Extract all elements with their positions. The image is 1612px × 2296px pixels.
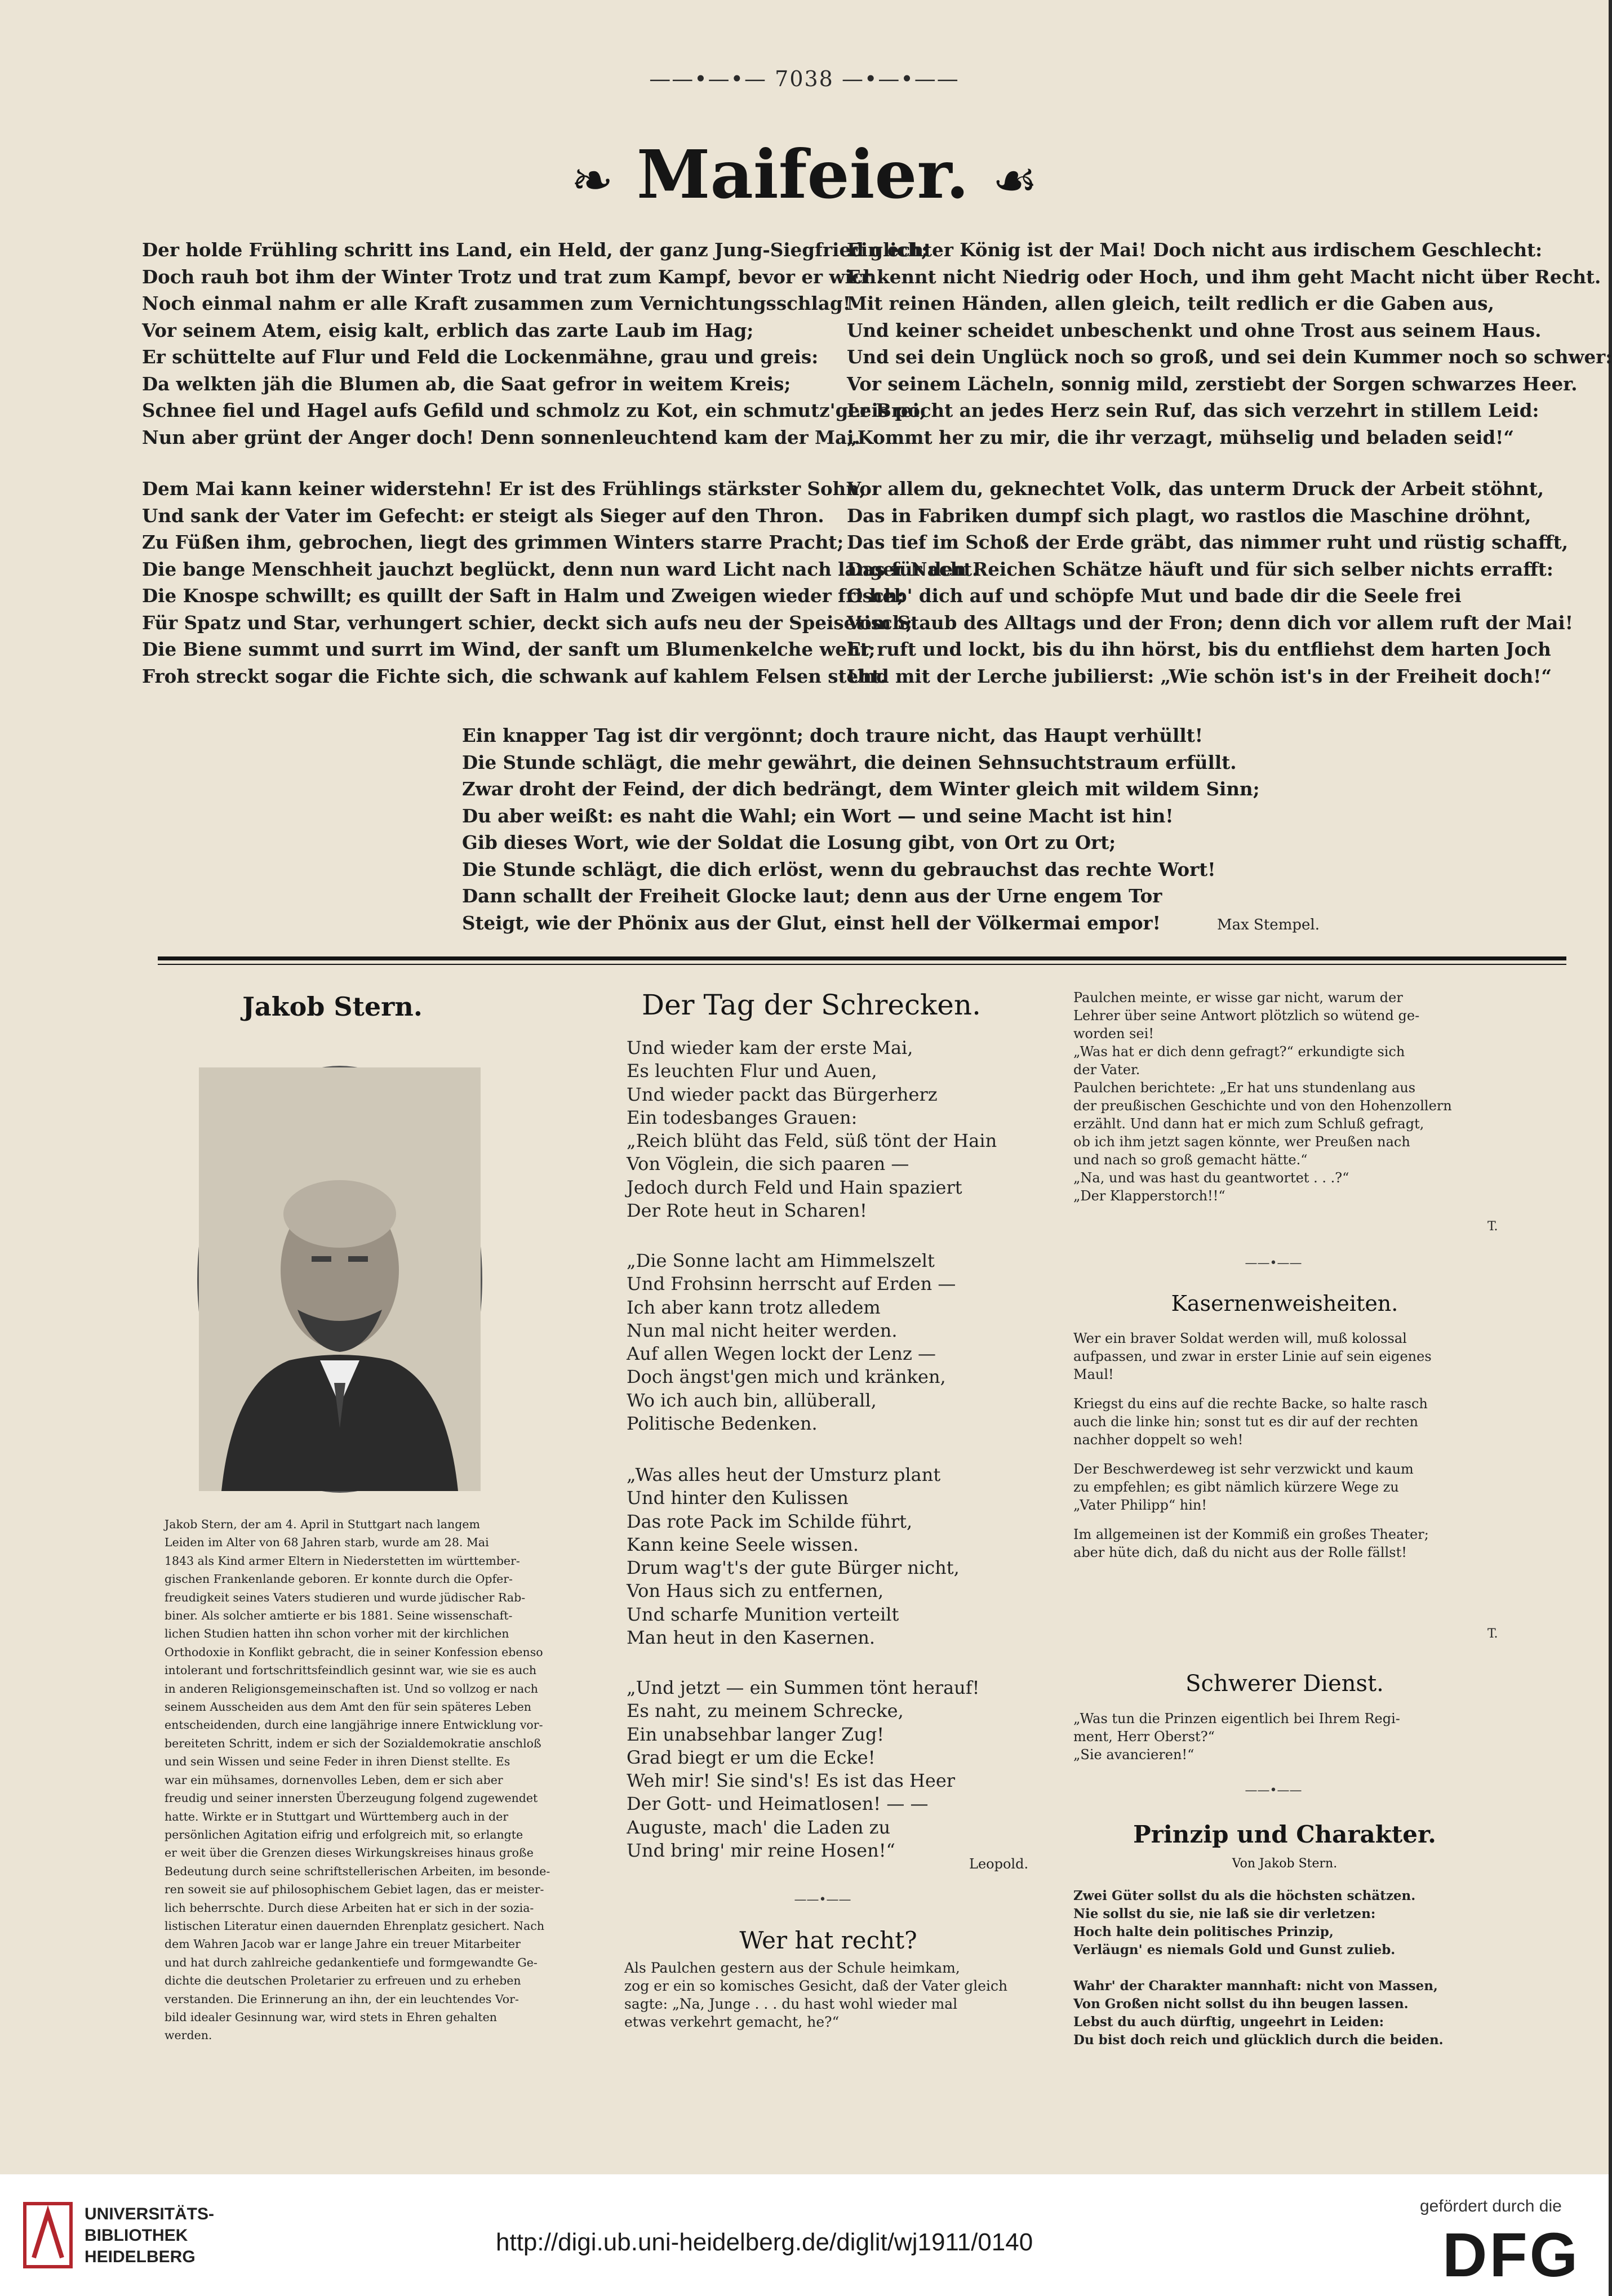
text-line: Kriegst du eins auf die rechte Backe, so halte rasch (1073, 1396, 1428, 1412)
poem-line: Weh mir! Sie sind's! Es ist das Heer (627, 1770, 956, 1792)
verse-line: Das für den Reichen Schätze häuft und für sich selber nichts errafft: (847, 558, 1553, 580)
text-line: Lehrer über seine Antwort plötzlich so wütend ge- (1073, 1008, 1420, 1024)
verse-line: Vor seinem Atem, eisig kalt, erblich das zarte Laub im Hag; (142, 319, 754, 341)
maifeier-stanza-5 (462, 722, 1260, 936)
maifeier-stanza-3 (847, 237, 1612, 451)
tag-heading: Der Tag der Schrecken. (642, 989, 981, 1021)
left-ornament: ——•—•— (649, 66, 775, 91)
logo-line: HEIDELBERG (85, 2248, 196, 2266)
poem-line: Ich aber kann trotz alledem (627, 1296, 881, 1318)
bio-line: hatte. Wirkte er in Stuttgart und Württemberg auch in der (165, 1809, 509, 1823)
text-line: „Vater Philipp“ hin! (1073, 1497, 1207, 1513)
prinzip-stanza-1 (1073, 1887, 1513, 1959)
text-line: Hoch halte dein politisches Prinzip, (1073, 1924, 1334, 1939)
verse-line: O heb' dich auf und schöpfe Mut und bade dir die Seele frei (847, 585, 1462, 607)
verse-line: Noch einmal nahm er alle Kraft zusammen zum Vernichtungsschlag! (142, 292, 851, 314)
text-line: Paulchen berichtete: „Er hat uns stundenlang aus (1073, 1080, 1416, 1096)
verse-line: Du aber weißt: es naht die Wahl; ein Wort — und seine Macht ist hin! (462, 804, 1174, 827)
poem-line: Man heut in den Kasernen. (627, 1627, 875, 1649)
logo-line: BIBLIOTHEK (85, 2226, 188, 2245)
bio-line: dem Wahren Jacob war er lange Jahre ein treuer Mitarbeiter (165, 1937, 521, 1951)
poem-line: Auf allen Wegen lockt der Lenz — (627, 1343, 936, 1365)
verse-line: Die Stunde schlägt, die dich erlöst, wenn du gebrauchst das rechte Wort! (462, 858, 1216, 880)
verse-line: Er ruft und lockt, bis du ihn hörst, bis du entfliehst dem harten Joch (847, 638, 1551, 660)
text-line: Der Beschwerdeweg ist sehr verzwickt und kaum (1073, 1461, 1414, 1477)
text-line: Paulchen meinte, er wisse gar nicht, warum der (1073, 990, 1403, 1005)
text-line: Von Großen nicht sollst du ihn beugen lassen. (1073, 1996, 1409, 2012)
university-logo-text[interactable] (85, 2204, 214, 2268)
poem-line: Nun mal nicht heiter werden. (627, 1319, 898, 1341)
title-ornament-right-icon: ☙ (992, 151, 1038, 210)
bio-line: lich beherrschte. Durch diese Arbeiten hat er sich in der sozia- (165, 1901, 534, 1915)
maifeier-author: Max Stempel. (1217, 916, 1320, 933)
verse-line: Ein knapper Tag ist dir vergönnt; doch traure nicht, das Haupt verhüllt! (462, 724, 1204, 746)
poem-line: Und hinter den Kulissen (627, 1487, 849, 1509)
dienst-text (1073, 1710, 1513, 1764)
section-rule (158, 956, 1566, 960)
prinzip-stanza-2 (1073, 1977, 1513, 2049)
university-logo-icon[interactable] (23, 2201, 73, 2269)
text-line: Nie sollst du sie, nie laß sie dir verletzen: (1073, 1906, 1376, 1921)
bio-line: gischen Frankenlande geboren. Er konnte durch die Opfer- (165, 1572, 513, 1586)
verse-line: Das in Fabriken dumpf sich plagt, wo rastlos die Maschine dröhnt, (847, 504, 1531, 527)
kasernen-sign: T. (1487, 1627, 1498, 1641)
stern-heading: Jakob Stern. (242, 991, 423, 1022)
verse-line: Zwar droht der Feind, der dich bedrängt, dem Winter gleich mit wildem Sinn; (462, 778, 1260, 800)
divider-rule: ——•—— (794, 1893, 851, 1907)
verse-line: Die Biene summt und surrt im Wind, der sanft um Blumenkelche weht; (142, 638, 876, 660)
verse-line: Vom Staub des Alltags und der Fron; denn dich vor allem ruft der Mai! (847, 611, 1573, 634)
poem-line: Und scharfe Munition verteilt (627, 1603, 899, 1625)
poem-line: Das rote Pack im Schilde führt, (627, 1510, 913, 1532)
poem-line: Der Rote heut in Scharen! (627, 1200, 867, 1222)
text-line: Maul! (1073, 1367, 1114, 1382)
poem-line: Ein todesbanges Grauen: (627, 1106, 858, 1128)
prinzip-byline: Von Jakob Stern. (1232, 1857, 1338, 1871)
right-ornament: —•—•—— (833, 66, 960, 91)
text-line: Im allgemeinen ist der Kommiß ein großes Theater; (1073, 1527, 1429, 1542)
maifeier-stanza-4 (847, 475, 1574, 689)
verse-line: Froh streckt sogar die Fichte sich, die schwank auf kahlem Felsen steht. (142, 665, 887, 687)
text-line: der Vater. (1073, 1062, 1140, 1078)
text-line: ment, Herr Oberst?“ (1073, 1729, 1215, 1745)
tag-author: Leopold. (969, 1856, 1029, 1872)
dfg-logo[interactable]: DFG (1442, 2221, 1580, 2290)
bio-line: Orthodoxie in Konflikt gebracht, die in seiner Konfession ebenso (165, 1645, 543, 1659)
text-line: „Was hat er dich denn gefragt?“ erkundigte sich (1073, 1044, 1405, 1060)
bio-line: bild idealer Gesinnung war, wird stets in Ehren gehalten (165, 2010, 497, 2024)
bio-line: freudigkeit seines Vaters studieren und wurde jüdischer Rab- (165, 1590, 526, 1604)
bio-line: in anderen Religionsgemeinschaften ist. Und so vollzog er nach (165, 1681, 538, 1696)
text-line: zog er ein so komisches Gesicht, daß der Vater gleich (624, 1978, 1008, 1994)
text-line: sagte: „Na, Junge . . . du hast wohl wieder mal (624, 1996, 958, 2012)
verse-line: Die bange Menschheit jauchzt beglückt, denn nun ward Licht nach langer Nacht. (142, 558, 979, 580)
verse-line: Er schüttelte auf Flur und Feld die Lockenmähne, grau und greis: (142, 346, 819, 368)
poem-line: Und Frohsinn herrscht auf Erden — (627, 1273, 956, 1295)
bio-line: bereiteten Schritt, indem er sich der Sozialdemokratie anschloß (165, 1736, 541, 1750)
verse-line: Dem Mai kann keiner widerstehn! Er ist des Frühlings stärkster Sohn; (142, 478, 866, 500)
tag-stanza-2 (627, 1249, 1021, 1435)
verse-line: Die Knospe schwillt; es quillt der Saft in Halm und Zweigen wieder frisch; (142, 585, 904, 607)
text-line: der preußischen Geschichte und von den Hohenzollern (1073, 1098, 1452, 1114)
bio-line: seinem Ausscheiden aus dem Amt den für sein späteres Leben (165, 1700, 531, 1714)
text-line: auch die linke hin; sonst tut es dir auf der rechten (1073, 1414, 1418, 1430)
dienst-heading: Schwerer Dienst. (1185, 1671, 1384, 1697)
poem-line: Wo ich auch bin, allüberall, (627, 1389, 877, 1411)
bio-line: intolerant und fortschrittsfeindlich gesinnt war, wie sie es auch (165, 1663, 537, 1677)
poem-line: Und bring' mir reine Hosen!“ (627, 1840, 895, 1862)
poem-line: Der Gott- und Heimatlosen! — — (627, 1793, 929, 1815)
tag-stanza-3 (627, 1463, 1021, 1649)
verse-line: Und mit der Lerche jubilierst: „Wie schön ist's in der Freiheit doch!“ (847, 665, 1552, 687)
verse-line: Leis pocht an jedes Herz sein Ruf, das sich verzehrt in stillem Leid: (847, 399, 1539, 421)
bio-line: dichte die deutschen Proletarier zu erfreuen und zu erheben (165, 1974, 521, 1988)
poem-line: „Was alles heut der Umsturz plant (627, 1464, 941, 1485)
recht-heading: Wer hat recht? (739, 1926, 917, 1954)
poem-line: Jedoch durch Feld und Hain spaziert (627, 1176, 962, 1198)
bio-line: biner. Als solcher amtierte er bis 1881. Seine wissenschaft- (165, 1609, 513, 1623)
kasernen-text (1073, 1329, 1513, 1561)
text-line: nachher doppelt so weh! (1073, 1432, 1244, 1448)
verse-line: Vor seinem Lächeln, sonnig mild, zerstiebt der Sorgen schwarzes Heer. (847, 372, 1578, 395)
bio-line: und hat durch zahlreiche gedankentiefe und formgewandte Ge- (165, 1955, 538, 1969)
verse-line: „Kommt her zu mir, die ihr verzagt, mühselig und beladen seid!“ (847, 426, 1515, 448)
bio-line: 1843 als Kind armer Eltern in Niederstetten im württember- (165, 1554, 520, 1568)
bio-line: und sein Wissen und seine Feder in ihren Dienst stellte. Es (165, 1755, 510, 1769)
poem-line: Und wieder kam der erste Mai, (627, 1037, 913, 1058)
bio-line: ren soweit sie auf philosophischem Gebiet lagen, das er meister- (165, 1883, 544, 1897)
text-line: aufpassen, und zwar in erster Linie auf sein eigenes (1073, 1349, 1432, 1364)
text-line: erzählt. Und dann hat er mich zum Schluß gefragt, (1073, 1116, 1424, 1132)
verse-line: Für Spatz und Star, verhungert schier, deckt sich aufs neu der Speisetisch; (142, 611, 913, 634)
text-line: aber hüte dich, daß du nicht aus der Rolle fällst! (1073, 1545, 1407, 1560)
text-line: zu empfehlen; es gibt nämlich kürzere Wege zu (1073, 1479, 1399, 1495)
text-line: worden sei! (1073, 1026, 1154, 1042)
stern-bio (165, 1515, 550, 2045)
poem-line: „Reich blüht das Feld, süß tönt der Hain (627, 1130, 997, 1152)
text-line: Wer ein braver Soldat werden will, muß kolossal (1073, 1331, 1407, 1346)
verse-line: Der holde Frühling schritt ins Land, ein Held, der ganz Jung-Siegfried glich; (142, 239, 929, 261)
text-line: Verläugn' es niemals Gold und Gunst zulieb. (1073, 1942, 1396, 1957)
verse-line: Dann schallt der Freiheit Glocke laut; denn aus der Urne engem Tor (462, 885, 1162, 907)
page-number: 7038 (775, 66, 834, 91)
text-line: „Sie avancieren!“ (1073, 1747, 1194, 1763)
source-url-link[interactable]: http://digi.ub.uni-heidelberg.de/diglit/wj1911/0140 (496, 2228, 1033, 2256)
recht-text (624, 1959, 1047, 2031)
funded-by-label: gefördert durch die (1420, 2197, 1562, 2215)
verse-line: Vor allem du, geknechtet Volk, das unterm Druck der Arbeit stöhnt, (847, 478, 1544, 500)
text-line: ob ich ihm jetzt sagen könnte, wer Preußen nach (1073, 1134, 1410, 1150)
verse-line: Zu Füßen ihm, gebrochen, liegt des grimmen Winters starre Pracht; (142, 531, 844, 553)
bio-line: Jakob Stern, der am 4. April in Stuttgart nach langem (165, 1518, 480, 1531)
bio-line: Bedeutung durch seine schriftstellerischen Arbeiten, im besonde- (165, 1864, 550, 1878)
verse-line: Doch rauh bot ihm der Winter Trotz und trat zum Kampf, bevor er wich. (142, 265, 883, 288)
main-title-row (0, 135, 1609, 213)
text-line: „Was tun die Prinzen eigentlich bei Ihrem Regi- (1073, 1711, 1400, 1727)
verse-line: Und sei dein Unglück noch so groß, und sei dein Kummer noch so schwer: (847, 346, 1612, 368)
poem-line: Und wieder packt das Bürgerherz (627, 1083, 938, 1105)
verse-line: Da welkten jäh die Blumen ab, die Saat gefror in weitem Kreis; (142, 372, 791, 395)
text-line: etwas verkehrt gemacht, he?“ (624, 2014, 840, 2030)
paulchen-sign: T. (1487, 1220, 1498, 1234)
verse-line: Das tief im Schoß der Erde gräbt, das nimmer ruht und rüstig schafft, (847, 531, 1569, 553)
maifeier-stanza-1 (142, 237, 929, 451)
poem-line: Grad biegt er um die Ecke! (627, 1746, 876, 1768)
poem-line: Von Haus sich zu entfernen, (627, 1580, 884, 1602)
bio-line: er weit über die Grenzen dieses Wirkungskreises hinaus große (165, 1846, 534, 1860)
bio-line: entscheidenden, durch eine langjährige innere Entwicklung vor- (165, 1718, 543, 1732)
divider-rule: ——•—— (1245, 1783, 1302, 1797)
bio-line: Leiden im Alter von 68 Jahren starb, wurde am 28. Mai (165, 1536, 489, 1550)
poem-line: Kann keine Seele wissen. (627, 1533, 859, 1555)
page-number-line (0, 66, 1609, 91)
bio-line: war ein mühsames, dornenvolles Leben, dem er sich aber (165, 1773, 503, 1787)
prinzip-heading: Prinzip und Charakter. (1133, 1821, 1436, 1848)
poem-line: „Die Sonne lacht am Himmelszelt (627, 1250, 935, 1271)
verse-line: Ein echter König ist der Mai! Doch nicht aus irdischem Geschlecht: (847, 239, 1543, 261)
verse-line: Und sank der Vater im Gefecht: er steigt als Sieger auf den Thron. (142, 504, 824, 527)
footer-bar (0, 2174, 1609, 2296)
paulchen-text (1073, 989, 1513, 1205)
poem-line: Von Vöglein, die sich paaren — (627, 1153, 909, 1175)
main-title: Maifeier. (636, 135, 969, 213)
verse-line: Schnee fiel und Hagel aufs Gefild und schmolz zu Kot, ein schmutz'ger Brei; (142, 399, 927, 421)
verse-line: Mit reinen Händen, allen gleich, teilt redlich er die Gaben aus, (847, 292, 1494, 314)
text-line: Als Paulchen gestern aus der Schule heimkam, (624, 1960, 960, 1976)
poem-line: Politische Bedenken. (627, 1413, 818, 1435)
text-line: und nach so groß gemacht hätte.“ (1073, 1152, 1308, 1168)
text-line: Du bist doch reich und glücklich durch die beiden. (1073, 2032, 1444, 2048)
text-line: „Der Klapperstorch!!“ (1073, 1188, 1225, 1204)
bio-line: freudig und seiner innersten Überzeugung folgend zugewendet (165, 1791, 538, 1805)
bio-line: listischen Literatur einen dauernden Ehrenplatz gesichert. Nach (165, 1919, 545, 1933)
logo-line: UNIVERSITÄTS- (85, 2205, 215, 2223)
tag-stanza-4 (627, 1676, 1021, 1862)
divider-rule: ——•—— (1245, 1256, 1302, 1270)
bio-line: persönlichen Agitation eifrig und erfolgreich mit, so erlangte (165, 1827, 523, 1841)
title-ornament-left-icon: ❧ (571, 151, 614, 210)
text-line: Zwei Güter sollst du als die höchsten schätzen. (1073, 1888, 1416, 1903)
text-line: „Na, und was hast du geantwortet . . .?“ (1073, 1170, 1349, 1186)
portrait-illustration (199, 1067, 481, 1491)
maifeier-stanza-2 (142, 475, 979, 689)
section-rule-thin (158, 964, 1566, 965)
jakob-stern-portrait (197, 1066, 482, 1493)
poem-line: Doch ängst'gen mich und kränken, (627, 1366, 946, 1388)
verse-line: Nun aber grünt der Anger doch! Denn sonnenleuchtend kam der Mai. (142, 426, 860, 448)
text-line: Lebst du auch dürftig, ungeehrt in Leiden: (1073, 2014, 1384, 2030)
poem-line: Es leuchten Flur und Auen, (627, 1060, 877, 1082)
poem-line: Auguste, mach' die Laden zu (627, 1816, 891, 1838)
tag-stanza-1 (627, 1036, 1021, 1222)
kasernen-heading: Kasernenweisheiten. (1171, 1291, 1398, 1316)
poem-line: Es naht, zu meinem Schrecke, (627, 1700, 904, 1722)
bio-line: werden. (165, 2028, 212, 2043)
bio-line: verstanden. Die Erinnerung an ihn, der ein leuchtendes Vor- (165, 1992, 519, 2006)
poem-line: Drum wag't's der gute Bürger nicht, (627, 1557, 960, 1579)
verse-line: Steigt, wie der Phönix aus der Glut, einst hell der Völkermai empor! (462, 911, 1161, 934)
text-line: Wahr' der Charakter mannhaft: nicht von Massen, (1073, 1978, 1438, 1994)
verse-line: Und keiner scheidet unbeschenkt und ohne Trost aus seinem Haus. (847, 319, 1542, 341)
poem-line: Ein unabsehbar langer Zug! (627, 1723, 885, 1745)
verse-line: Gib dieses Wort, wie der Soldat die Losung gibt, von Ort zu Ort; (462, 831, 1116, 853)
poem-line: „Und jetzt — ein Summen tönt herauf! (627, 1677, 980, 1698)
verse-line: Die Stunde schlägt, die mehr gewährt, die deinen Sehnsuchtstraum erfüllt. (462, 751, 1237, 773)
bio-line: lichen Studien hatten ihn schon vorher mit der kirchlichen (165, 1627, 509, 1641)
verse-line: Er kennt nicht Niedrig oder Hoch, und ihm geht Macht nicht über Recht. (847, 265, 1601, 288)
